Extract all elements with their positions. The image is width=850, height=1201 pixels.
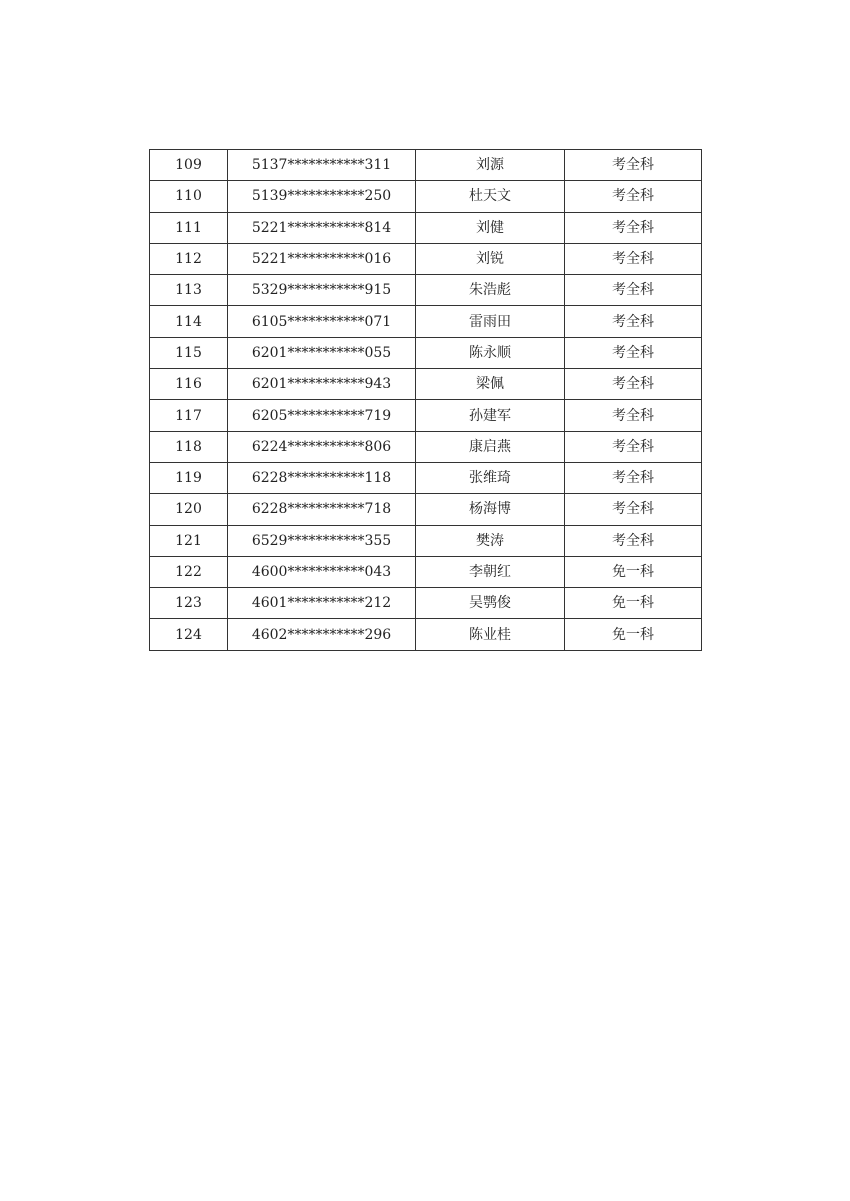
row-number-cell: 113: [150, 275, 228, 306]
row-number-cell: 109: [150, 150, 228, 181]
row-number-cell: 112: [150, 243, 228, 274]
row-number-cell: 110: [150, 181, 228, 212]
row-number-cell: 124: [150, 619, 228, 650]
row-number-cell: 118: [150, 431, 228, 462]
row-number-cell: 114: [150, 306, 228, 337]
exam-type-cell: 考全科: [565, 462, 702, 493]
table-row: [150, 150, 702, 181]
table-row: [150, 306, 702, 337]
name-cell: 樊涛: [416, 525, 565, 556]
name-cell: 杜天文: [416, 181, 565, 212]
row-number-cell: 116: [150, 369, 228, 400]
id-number-cell: 6201***********943: [228, 369, 416, 400]
name-cell: 刘源: [416, 150, 565, 181]
table-row: [150, 494, 702, 525]
name-cell: 孙建军: [416, 400, 565, 431]
exam-type-cell: 考全科: [565, 212, 702, 243]
name-cell: 陈永顺: [416, 337, 565, 368]
id-number-cell: 4600***********043: [228, 556, 416, 587]
exam-type-cell: 考全科: [565, 337, 702, 368]
table-row: [150, 462, 702, 493]
id-number-cell: 5221***********814: [228, 212, 416, 243]
exam-type-cell: 考全科: [565, 306, 702, 337]
exam-type-cell: 考全科: [565, 181, 702, 212]
name-cell: 康启燕: [416, 431, 565, 462]
table-row: [150, 212, 702, 243]
table-row: [150, 525, 702, 556]
exam-type-cell: 免一科: [565, 619, 702, 650]
table-row: [150, 181, 702, 212]
table-row: [150, 400, 702, 431]
exam-type-cell: 考全科: [565, 431, 702, 462]
id-number-cell: 4601***********212: [228, 588, 416, 619]
name-cell: 陈业桂: [416, 619, 565, 650]
table-row: [150, 275, 702, 306]
id-number-cell: 5137***********311: [228, 150, 416, 181]
table-row: [150, 243, 702, 274]
table-row: [150, 431, 702, 462]
exam-type-cell: 考全科: [565, 150, 702, 181]
row-number-cell: 122: [150, 556, 228, 587]
row-number-cell: 120: [150, 494, 228, 525]
exam-type-cell: 免一科: [565, 556, 702, 587]
name-cell: 梁佩: [416, 369, 565, 400]
name-cell: 李朝红: [416, 556, 565, 587]
row-number-cell: 119: [150, 462, 228, 493]
id-number-cell: 6105***********071: [228, 306, 416, 337]
row-number-cell: 123: [150, 588, 228, 619]
id-number-cell: 5221***********016: [228, 243, 416, 274]
name-cell: 张维琦: [416, 462, 565, 493]
exam-type-cell: 考全科: [565, 400, 702, 431]
id-number-cell: 6228***********118: [228, 462, 416, 493]
exam-type-cell: 考全科: [565, 369, 702, 400]
id-number-cell: 6205***********719: [228, 400, 416, 431]
exam-type-cell: 考全科: [565, 275, 702, 306]
name-cell: 刘锐: [416, 243, 565, 274]
roster-table: [149, 149, 702, 651]
name-cell: 雷雨田: [416, 306, 565, 337]
exam-type-cell: 考全科: [565, 243, 702, 274]
row-number-cell: 117: [150, 400, 228, 431]
exam-type-cell: 考全科: [565, 494, 702, 525]
exam-type-cell: 考全科: [565, 525, 702, 556]
id-number-cell: 4602***********296: [228, 619, 416, 650]
table-row: [150, 369, 702, 400]
id-number-cell: 6201***********055: [228, 337, 416, 368]
table-row: [150, 588, 702, 619]
row-number-cell: 121: [150, 525, 228, 556]
name-cell: 朱浩彪: [416, 275, 565, 306]
table-row: [150, 619, 702, 650]
exam-type-cell: 免一科: [565, 588, 702, 619]
id-number-cell: 5139***********250: [228, 181, 416, 212]
row-number-cell: 115: [150, 337, 228, 368]
id-number-cell: 6529***********355: [228, 525, 416, 556]
table-row: [150, 337, 702, 368]
row-number-cell: 111: [150, 212, 228, 243]
id-number-cell: 5329***********915: [228, 275, 416, 306]
table-row: [150, 556, 702, 587]
id-number-cell: 6228***********718: [228, 494, 416, 525]
id-number-cell: 6224***********806: [228, 431, 416, 462]
name-cell: 刘健: [416, 212, 565, 243]
name-cell: 杨海博: [416, 494, 565, 525]
roster-table-body: [150, 150, 702, 651]
name-cell: 吴鹗俊: [416, 588, 565, 619]
